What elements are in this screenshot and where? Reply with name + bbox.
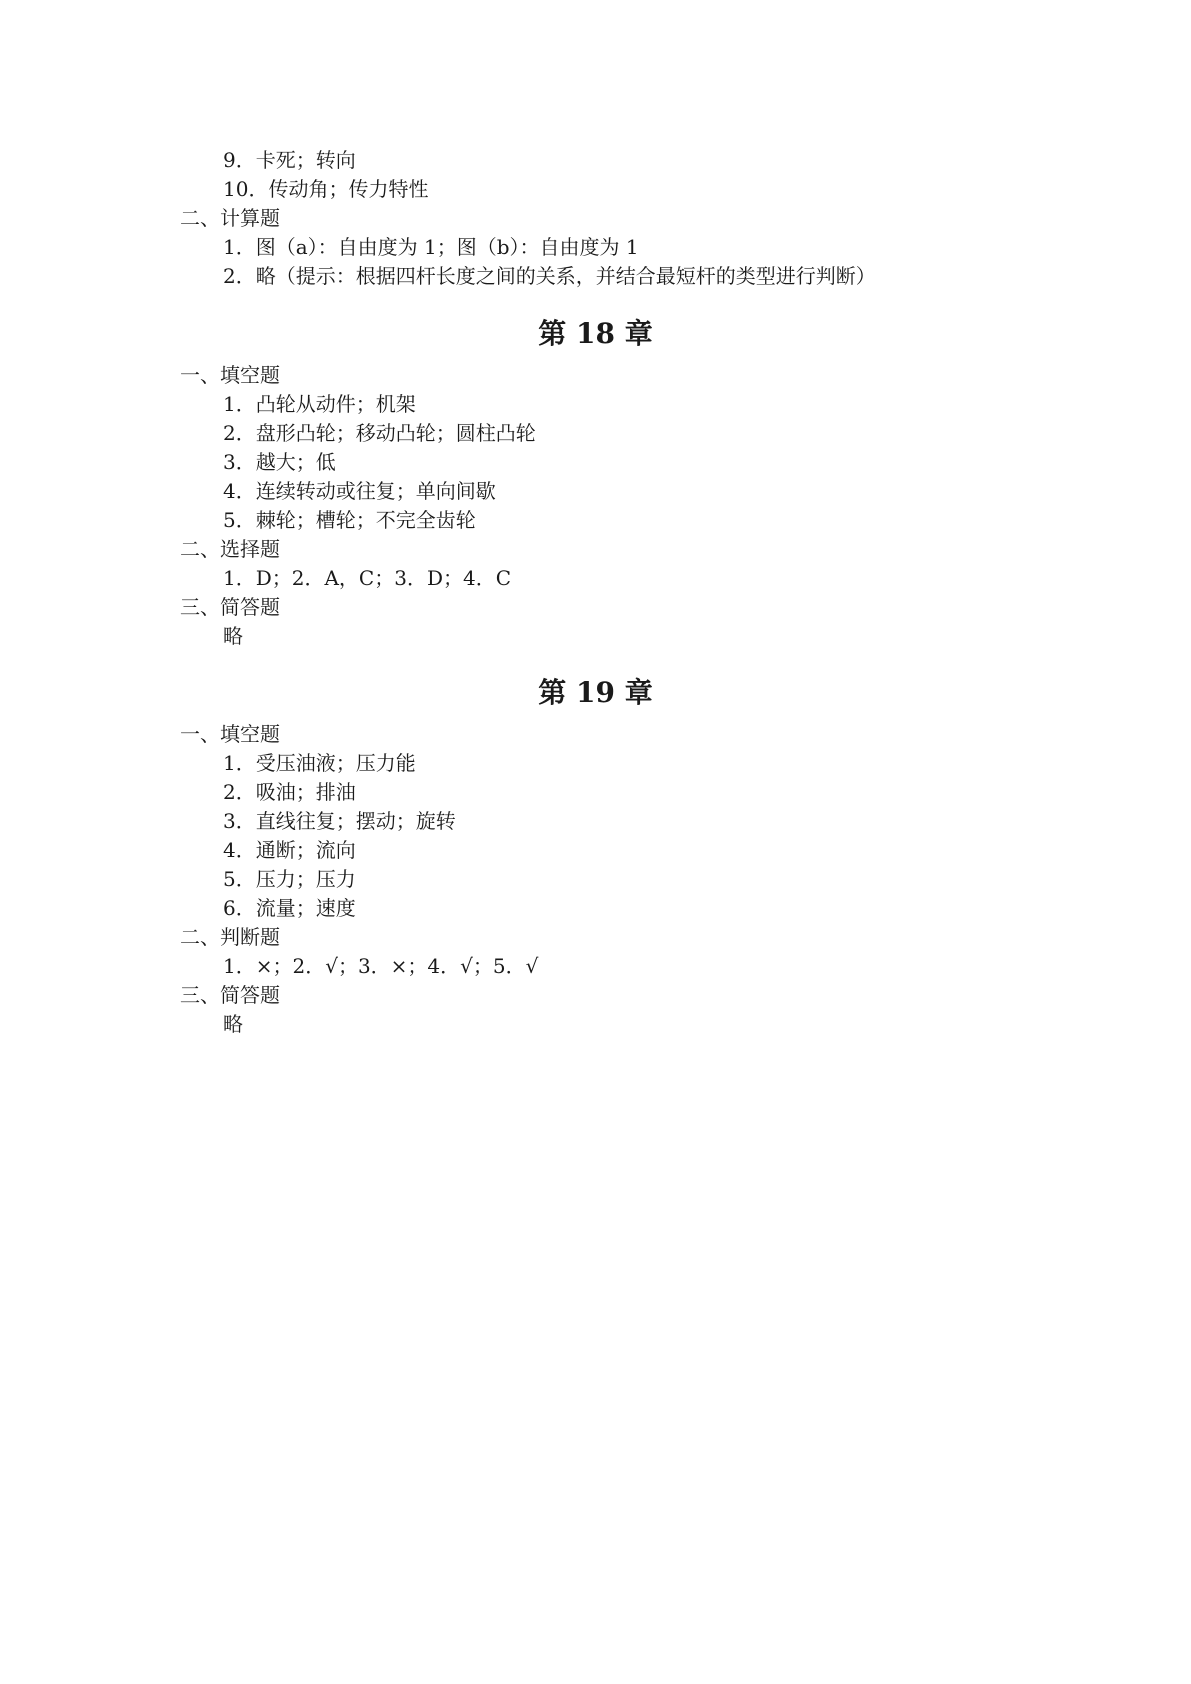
answer-item: 5．棘轮；槽轮；不完全齿轮 (223, 508, 476, 532)
answer-item: 1．凸轮从动件；机架 (223, 392, 416, 416)
answer-item: 2．吸油；排油 (223, 780, 356, 804)
section-heading: 三、简答题 (180, 595, 280, 619)
section-heading: 二、选择题 (180, 537, 280, 561)
answer-item: 1．图（a）：自由度为 1；图（b）：自由度为 1 (223, 235, 639, 259)
answer-item: 1．D；2．A，C；3．D；4．C (223, 566, 512, 590)
answer-item: 略 (223, 1012, 243, 1036)
chapter-title: 第 18 章 (538, 317, 653, 350)
answer-item: 2．盘形凸轮；移动凸轮；圆柱凸轮 (223, 421, 536, 445)
section-heading: 二、判断题 (180, 925, 280, 949)
answer-item: 1．受压油液；压力能 (223, 751, 416, 775)
answer-item: 4．连续转动或往复；单向间歇 (223, 479, 496, 503)
section-heading: 一、填空题 (180, 722, 280, 746)
answer-item: 9．卡死；转向 (223, 148, 356, 172)
chapter-title: 第 19 章 (538, 676, 653, 709)
section-heading: 二、计算题 (180, 206, 280, 230)
answer-item: 3．直线往复；摆动；旋转 (223, 809, 456, 833)
answer-item: 10．传动角；传力特性 (223, 177, 429, 201)
answer-item: 3．越大；低 (223, 450, 336, 474)
answer-item: 4．通断；流向 (223, 838, 356, 862)
answer-item: 5．压力；压力 (223, 867, 356, 891)
answer-item: 略 (223, 624, 243, 648)
answer-item: 1．×；2．√；3．×；4．√；5．√ (223, 954, 539, 978)
answer-item: 2．略（提示：根据四杆长度之间的关系，并结合最短杆的类型进行判断） (223, 264, 876, 288)
section-heading: 一、填空题 (180, 363, 280, 387)
answer-item: 6．流量；速度 (223, 896, 356, 920)
section-heading: 三、简答题 (180, 983, 280, 1007)
